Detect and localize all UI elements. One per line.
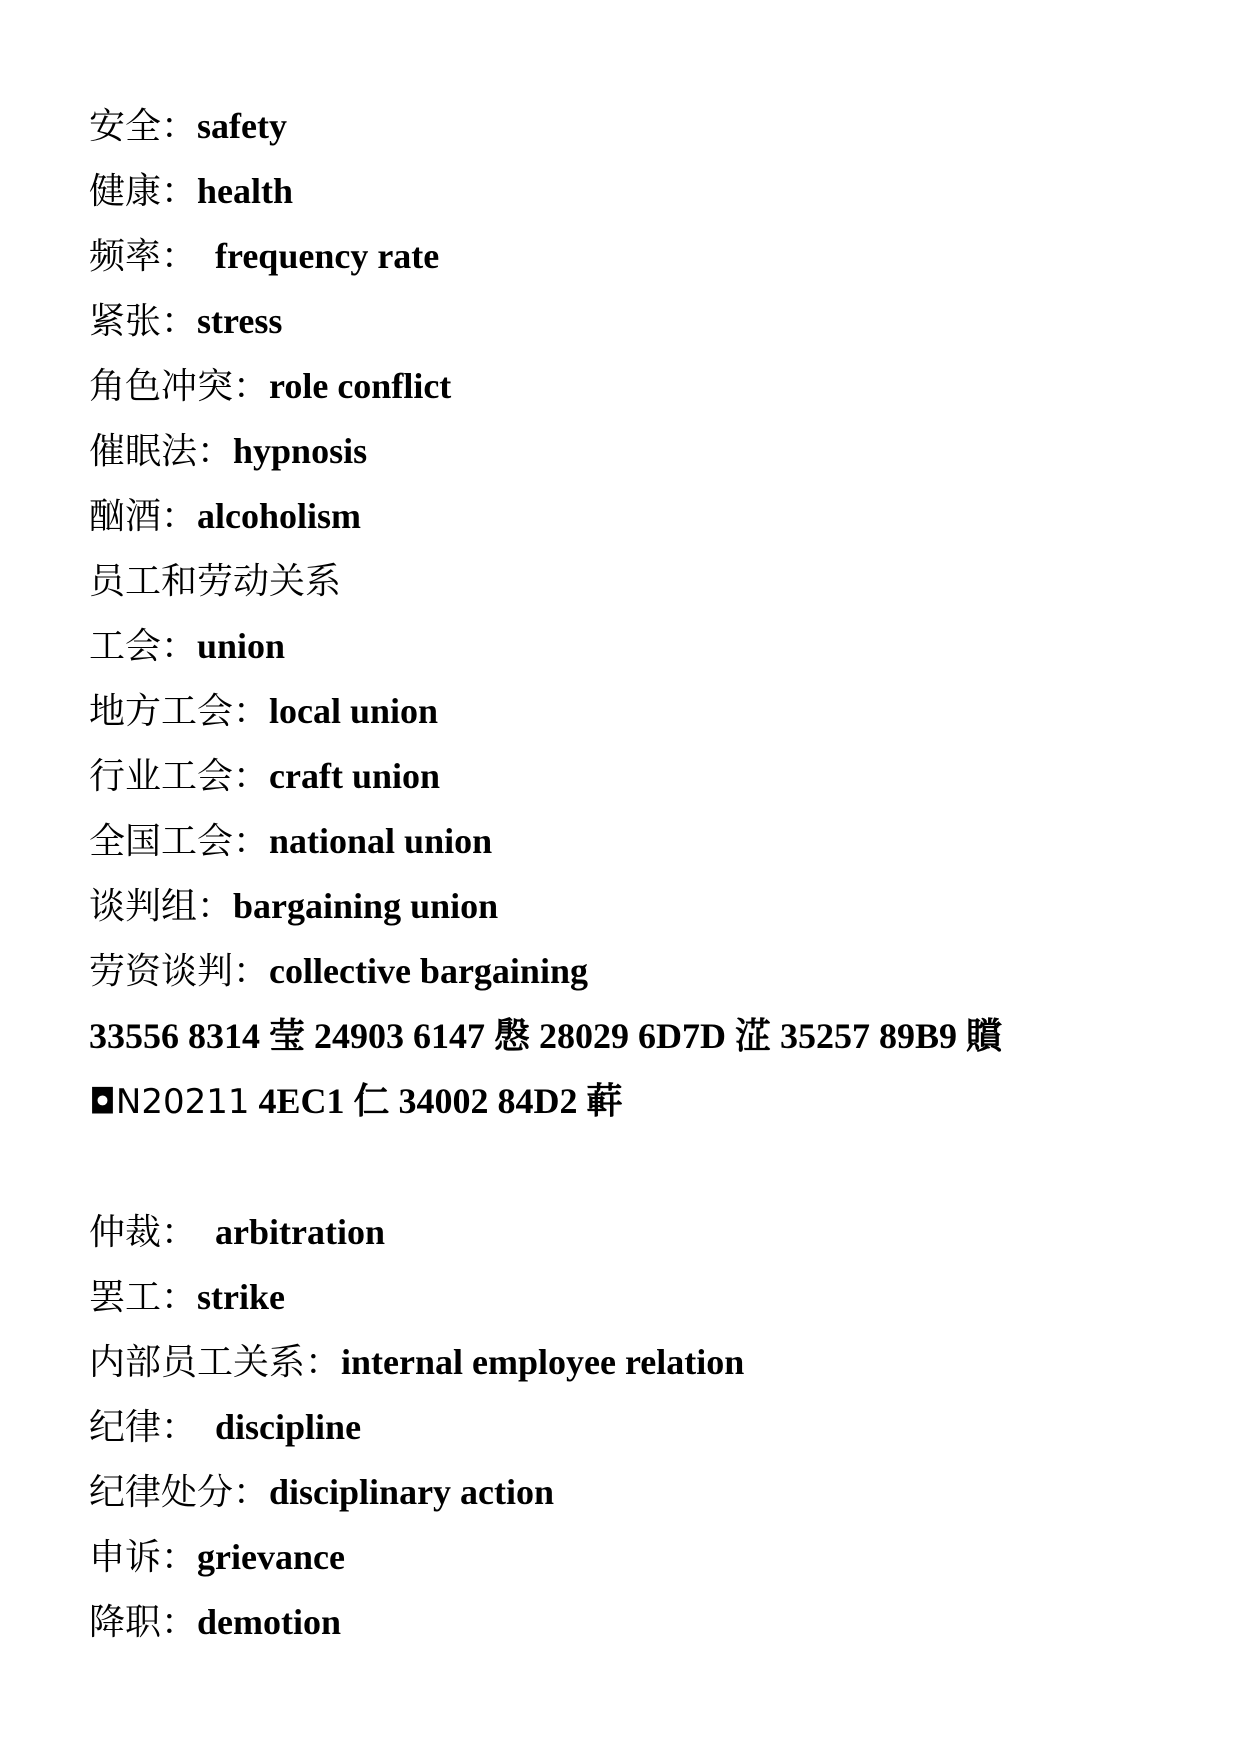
term-chinese: 申诉： — [89, 1537, 198, 1578]
blank-line — [89, 1134, 1199, 1200]
term-english: national union — [269, 821, 493, 861]
term-english: local union — [269, 691, 439, 731]
garbled-text-2: 4EC1 仁 34002 84D2 蓒 — [249, 1081, 623, 1121]
garbled-prefix: ◘N20211 — [89, 1082, 250, 1122]
term-english: hypnosis — [233, 431, 368, 471]
term-chinese: 降职： — [89, 1602, 198, 1643]
term-chinese: 安全： — [89, 106, 198, 147]
glossary-entry — [89, 1460, 1199, 1525]
glossary-section-2 — [89, 1200, 1199, 1655]
term-chinese: 工会： — [89, 626, 198, 667]
glossary-entry — [89, 549, 1199, 614]
term-chinese: 健康： — [89, 171, 198, 212]
glossary-entry — [89, 809, 1199, 874]
term-chinese: 角色冲突： — [89, 366, 270, 407]
term-chinese: 行业工会： — [89, 756, 270, 797]
term-chinese: 纪律处分： — [89, 1472, 270, 1513]
term-chinese: 仲裁： — [89, 1212, 198, 1253]
term-english: strike — [197, 1277, 285, 1317]
term-chinese: 员工和劳动关系 — [89, 561, 342, 602]
glossary-entry — [89, 419, 1199, 484]
glossary-entry — [89, 1525, 1199, 1590]
garbled-line-2 — [89, 1069, 1199, 1134]
glossary-entry — [89, 614, 1199, 679]
glossary-entry — [89, 159, 1199, 224]
glossary-entry — [89, 1395, 1199, 1460]
term-english: alcoholism — [197, 496, 362, 536]
term-chinese: 频率： — [89, 236, 198, 277]
garbled-text-1: 33556 8314 莹 24903 6147 慇 28029 6D7D 淽 35257 89B9 贘 — [89, 1016, 1003, 1056]
term-english: bargaining union — [233, 886, 499, 926]
term-chinese: 全国工会： — [89, 821, 270, 862]
glossary-entry — [89, 1590, 1199, 1655]
term-chinese: 纪律： — [89, 1407, 198, 1448]
glossary-entry — [89, 874, 1199, 939]
term-chinese: 内部员工关系： — [89, 1342, 342, 1383]
term-english: disciplinary action — [269, 1472, 555, 1512]
glossary-section-1 — [89, 94, 1199, 1004]
glossary-entry — [89, 1265, 1199, 1330]
term-english: safety — [197, 106, 287, 146]
term-chinese: 酗酒： — [89, 496, 198, 537]
glossary-entry — [89, 224, 1199, 289]
term-english: stress — [197, 301, 283, 341]
term-chinese: 催眠法： — [89, 431, 234, 472]
glossary-entry — [89, 744, 1199, 809]
term-english: role conflict — [269, 366, 452, 406]
term-chinese: 谈判组： — [89, 886, 234, 927]
glossary-entry — [89, 939, 1199, 1004]
glossary-entry — [89, 679, 1199, 744]
glossary-entry — [89, 1330, 1199, 1395]
glossary-entry — [89, 484, 1199, 549]
term-english: collective bargaining — [269, 951, 588, 991]
term-chinese: 地方工会： — [89, 691, 270, 732]
term-english: frequency rate — [215, 236, 440, 276]
term-chinese: 罢工： — [89, 1277, 198, 1318]
garbled-line-1 — [89, 1004, 1199, 1069]
term-english: discipline — [215, 1407, 362, 1447]
glossary-entry — [89, 289, 1199, 354]
term-english: health — [197, 171, 294, 211]
glossary-entry — [89, 354, 1199, 419]
glossary-entry — [89, 94, 1199, 159]
term-english: craft union — [269, 756, 441, 796]
term-english: grievance — [197, 1537, 345, 1577]
term-chinese: 劳资谈判： — [89, 951, 270, 992]
document-page — [89, 94, 1199, 1655]
glossary-entry — [89, 1200, 1199, 1265]
term-english: internal employee relation — [341, 1342, 745, 1382]
term-english: demotion — [197, 1602, 342, 1642]
term-english: arbitration — [215, 1212, 385, 1252]
term-english: union — [197, 626, 286, 666]
term-chinese: 紧张： — [89, 301, 198, 342]
